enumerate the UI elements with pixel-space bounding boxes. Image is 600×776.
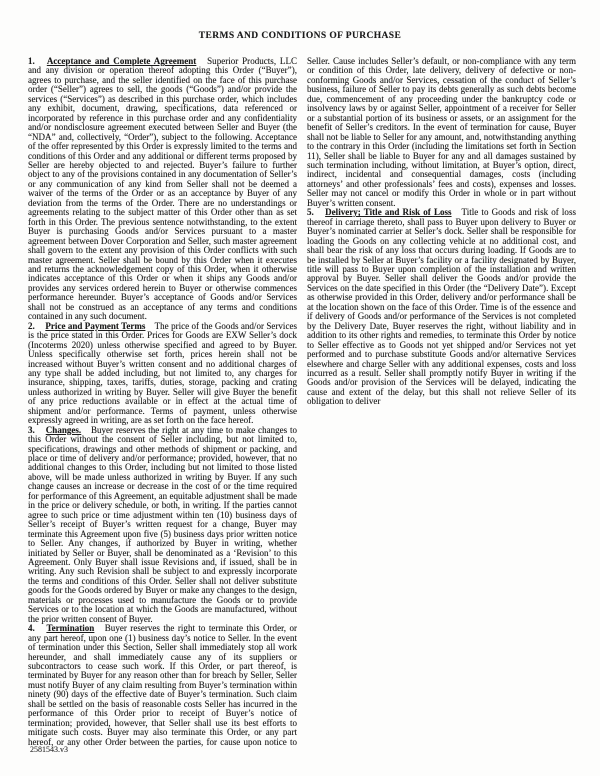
section-text: Superior Products, LLC and any division or operation thereof adopting this Order (“Buyer”), agrees to purchase, and the seller identified on the face of this purchase order (“Seller”) agrees to sell, the goods (“Goods”) and/or provide the services (“Services”) as described in this purchase order, which includes any exhibit, document, drawing, specifications, data referenced or incorporated by reference in this purchase order and any confidentiality and/or nondisclosure agreement executed between Seller and Buyer (the “NDA” and, collectively, “Order”), subject to the following. Acceptance of the offer represented by this Order is expressly limited to the terms and conditions of this Order and any additional or different terms proposed by Seller are hereby objected to and rejected. Buyer’s failure to further object to any of the provisions contained in any documentation of Seller’s or any communication of any kind from Seller shall not be deemed a waiver of the terms of the Order or as an acceptance by Buyer of any deviation from the terms of the Order. There are no understandings or agreements relating to the subject matter of this Order other than as set forth in this Order. The previous sentence notwithstanding, to the extent Buyer is purchasing Goods and/or Services pursuant to a master agreement between Dover Corporation and Seller, such master agreement shall govern to the extent any provision of this Order conflicts with such master agreement. Seller shall be bound by this Order when it executes and returns the acknowledgement copy of this Order, when it otherwise indicates acceptance of this Order or when it ships any Goods and/or provides any services ordered herein to Buyer or otherwise commences performance hereunder. Buyer’s acceptance of Goods and/or Services shall not be construed as an acceptance of any terms and conditions contained in any such document. <box>28 57 297 322</box>
section-number: 5. <box>307 207 314 218</box>
page-title: TERMS AND CONDITIONS OF PURCHASE <box>198 31 402 41</box>
section-text: The price of the Goods and/or Services is the price stated in this Order. Prices for Goods are EXW Seller’s dock (Incoterms 2020) unless otherwise specified and agreed to by Buyer. Unless specifically otherwise set forth, prices herein shall not be increased without Buyer’s written consent and no additional charges of any type shall be added including, but not limited to, any charges for insurance, shipping, taxes, tariffs, duties, storage, packing and crating unless authorized in writing by Buyer. Seller will give Buyer the benefit of any price reductions available or in effect at the actual time of shipment and/or performance. Terms of payment, unless otherwise expressly agreed in writing, are as set forth on the face hereof. <box>28 320 298 426</box>
section-number: 3. <box>28 424 35 435</box>
section-text: Buyer reserves the right to terminate this Order, or any part hereof, upon one (1) business day’s notice to Seller. In the event of termination under this Section, Seller shall immediately stop all work hereunder, and shall immediately cause any of its suppliers or subcontractors to cease such work. If this Order, or part thereof, is terminated by Buyer for any reason other than for breach by Seller, Seller must notify Buyer of any claim resulting from Buyer’s termination within ninety (90) days of the effective date of Buyer’s termination. Such claim shall be settled on the basis of reasonable costs Seller has incurred in the performance of this Order prior to receipt of Buyer’s notice of termination; provided, however, that Seller shall use its best efforts to mitigate such costs. Buyer may also terminate this Order, or any part hereof, or any other Order between the parties, for cause upon notice to Seller. Cause includes Seller’s default, or non-compliance with any term or condition of this Order, late delivery, delivery of defective or non-conforming Goods and/or Services, cessation of the conduct of Seller’s business, failure of Seller to pay its debts generally as such debts become due, commencement of any proceeding under the bankruptcy code or insolvency laws by or against Seller, appointment of a receiver for Seller or a substantial portion of its business or assets, or an assignment for the benefit of Seller’s creditors. In the event of termination for cause, Buyer shall not be liable to Seller for any amount, and, notwithstanding anything to the contrary in this Order (including the limitations set forth in Section 11), Seller shall be liable to Buyer for any and all damages sustained by such termination including, without limitation, at Buyer’s option, direct, indirect, incidental and consequential damages, costs (including attorneys’ and other professionals’ fees and costs), expenses and losses. Seller may not cancel or modify this Order in whole or in part without Buyer’s written consent. <box>28 57 576 747</box>
section-number: 4. <box>28 623 35 634</box>
section-heading: Price and Payment Terms <box>45 320 146 331</box>
section-text: Title to Goods and risk of loss thereof in carriage thereto, shall pass to Buyer upon delivery to Buyer or Buyer’s nominated carrier at Seller’s dock. Seller shall be responsible for loading the Goods on any collecting vehicle at no additional cost, and shall bear the risk of any loss that occurs during loading. If Goods are to be installed by Seller at Buyer’s facility or a facility designated by Buyer, title will pass to Buyer upon completion of the installation and written approval by Buyer. Seller shall deliver the Goods and/or provide the Services on the date specified in this Order (the “Delivery Date”). Except as otherwise provided in this Order, delivery and/or performance shall be at the location shown on the face of this Order. Time is of the essence and if delivery of Goods and/or performance of the Services is not completed by the Delivery Date, Buyer reserves the right, without liability and in addition to its other rights and remedies, to terminate this Order by notice to Seller effective as to Goods not yet shipped and/or Services not yet performed and to purchase substitute Goods and/or alternative Services elsewhere and charge Seller with any additional expenses, costs and loss incurred as a result. Seller shall promptly notify Buyer in writing if the Goods and/or provision of the Services will be delayed, indicating the cause and extent of the delay, but this shall not relieve Seller of its obligation to deliver <box>307 207 576 407</box>
section-heading: Changes. <box>45 424 82 435</box>
section-number: 2. <box>28 320 35 331</box>
section-changes <box>28 426 297 625</box>
section-heading: Acceptance and Complete Agreement <box>46 57 197 66</box>
section-number: 1. <box>28 57 35 66</box>
section-text: Buyer reserves the right at any time to make changes to this Order without the consent of Seller including, but not limited to, specifications, drawings and other methods of shipment or packing, and place or time of delivery and/or performance; provided, however, that no additional changes to this Order, including but not limited to those listed above, will be made unless authorized in writing by Buyer. If any such change causes an increase or decrease in the cost of or the time required for performance of this Agreement, an equitable adjustment shall be made in the price or delivery schedule, or both, in writing. If the parties cannot agree to such price or time adjustment within ten (10) business days of Seller’s receipt of Buyer’s written request for a change, Buyer may terminate this Agreement upon five (5) business days prior written notice to Seller. Any changes, if authorized by Buyer in writing, whether initiated by Seller or Buyer, shall be denominated as a ‘Revision’ to this Agreement. Only Buyer shall issue Revisions and, if issued, shall be in writing. Any such Revision shall be subject to and expressly incorporate the terms and conditions of this Order. Seller shall not deliver substitute goods for the Goods ordered by Buyer or make any changes to the design, materials or processes used to manufacture the Goods or to provide Services or to the location at which the Goods are manufactured, without the prior written consent of Buyer. <box>28 424 297 624</box>
document-body <box>28 57 576 749</box>
section-heading: Termination <box>46 623 95 634</box>
section-delivery-title-risk <box>307 208 576 407</box>
document-number: 2581543.v3 <box>30 745 68 754</box>
section-price-payment <box>28 322 297 426</box>
section-heading: Delivery; Title and Risk of Loss <box>325 207 452 218</box>
section-acceptance <box>28 57 297 322</box>
